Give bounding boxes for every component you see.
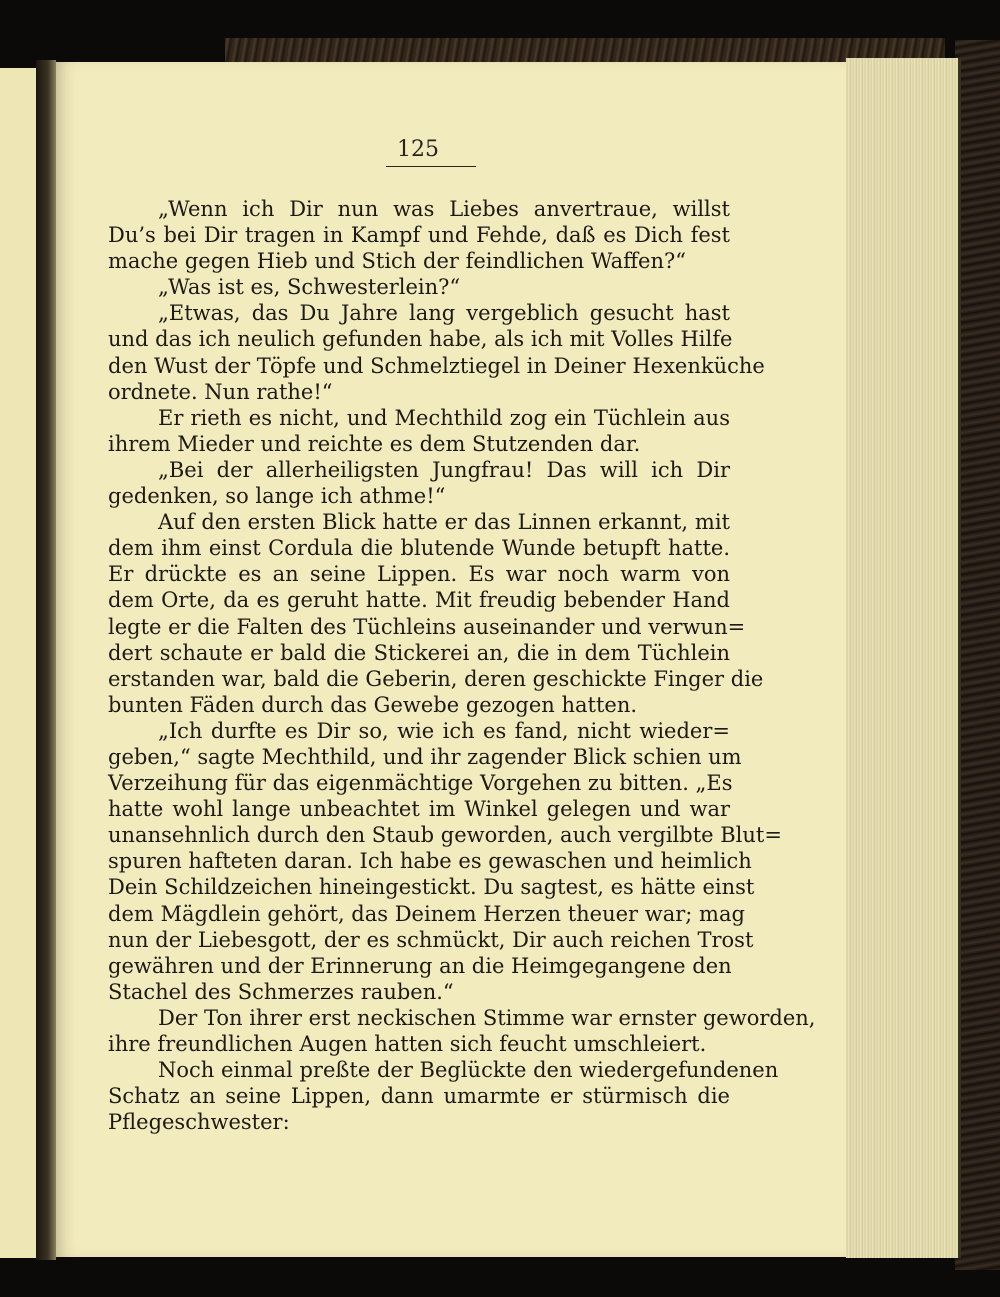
text-line: dem Mägdlein gehört, das Deinem Herzen theuer war; mag (108, 901, 745, 926)
text-line: spuren hafteten daran. Ich habe es gewaschen und heimlich (108, 849, 752, 874)
text-line: Du’s bei Dir tragen in Kampf und Fehde, daß es Dich fest (108, 223, 730, 248)
text-line: Stachel des Schmerzes rauben.“ (108, 979, 454, 1004)
text-line: hatte wohl lange unbeachtet im Winkel gelegen und war (108, 797, 730, 822)
text-line: Verzeihung für das eigenmächtige Vorgehen zu bitten. „Es (108, 771, 733, 796)
text-line: und das ich neulich gefunden habe, als ich mit Volles Hilfe (108, 327, 733, 352)
text-line: ihre freundlichen Augen hatten sich feucht umschleiert. (108, 1032, 707, 1056)
text-line: Er rieth es nicht, und Mechthild zog ein Tüchlein aus (158, 405, 730, 430)
book-gutter (36, 60, 56, 1260)
text-line: erstanden war, bald die Geberin, deren geschickte Finger die (108, 666, 764, 691)
text-line: dert schaute er bald die Stickerei an, die in dem Tüchlein (108, 640, 730, 665)
text-line: „Ich durfte es Dir so, wie ich es fand, nicht wieder= (158, 718, 730, 743)
text-line: Auf den ersten Blick hatte er das Linnen erkannt, mit (158, 510, 730, 535)
text-line: gedenken, so lange ich athme!“ (108, 484, 446, 509)
text-line: Dein Schildzeichen hineingestickt. Du sagtest, es hätte einst (108, 875, 755, 900)
page-number: 125 (397, 137, 439, 162)
text-line: Pflegeschwester: (108, 1110, 290, 1135)
text-line: bunten Fäden durch das Gewebe gezogen hatten. (108, 692, 638, 717)
text-line: legte er die Falten des Tüchleins auseinander und verwun= (108, 614, 746, 639)
text-line: den Wust der Töpfe und Schmelztiegel in Deiner Hexenküche (108, 353, 765, 378)
text-line: „Was ist es, Schwesterlein?“ (158, 275, 461, 300)
text-line: Noch einmal preßte der Beglückte den wiedergefundenen (158, 1058, 779, 1083)
text-line: ihrem Mieder und reichte es dem Stutzenden dar. (108, 431, 641, 456)
book-binding-right (955, 40, 1000, 1270)
text-line: „Bei der allerheiligsten Jungfrau! Das will ich Dir (158, 457, 730, 482)
text-line: „Wenn ich Dir nun was Liebes anvertraue, willst (158, 197, 730, 221)
text-line: mache gegen Hieb und Stich der feindlichen Waffen?“ (108, 249, 686, 274)
facing-page-edge (0, 68, 38, 1258)
text-line: dem ihm einst Cordula die blutende Wunde betupft hatte. (108, 536, 730, 561)
text-line: geben,“ sagte Mechthild, und ihr zagender Blick schien um (108, 744, 742, 769)
text-line: Schatz an seine Lippen, dann umarmte er stürmisch die (108, 1084, 730, 1109)
text-line: nun der Liebesgott, der es schmückt, Dir auch reichen Trost (108, 927, 754, 952)
text-line: „Etwas, das Du Jahre lang vergeblich gesucht hast (158, 301, 730, 326)
text-line: Er drückte es an seine Lippen. Es war noch warm von (108, 562, 730, 587)
text-line: dem Orte, da es geruht hatte. Mit freudig bebender Hand (108, 588, 730, 613)
page-text (108, 196, 816, 1135)
text-line: gewähren und der Erinnerung an die Heimgegangene den (108, 953, 732, 978)
page-edges (846, 58, 961, 1258)
text-line: Der Ton ihrer erst neckischen Stimme war ernster geworden, (158, 1005, 816, 1030)
header-rule (386, 166, 476, 167)
text-line: unansehnlich durch den Staub geworden, auch vergilbte Blut= (108, 823, 782, 848)
text-line: ordnete. Nun rathe!“ (108, 379, 333, 404)
